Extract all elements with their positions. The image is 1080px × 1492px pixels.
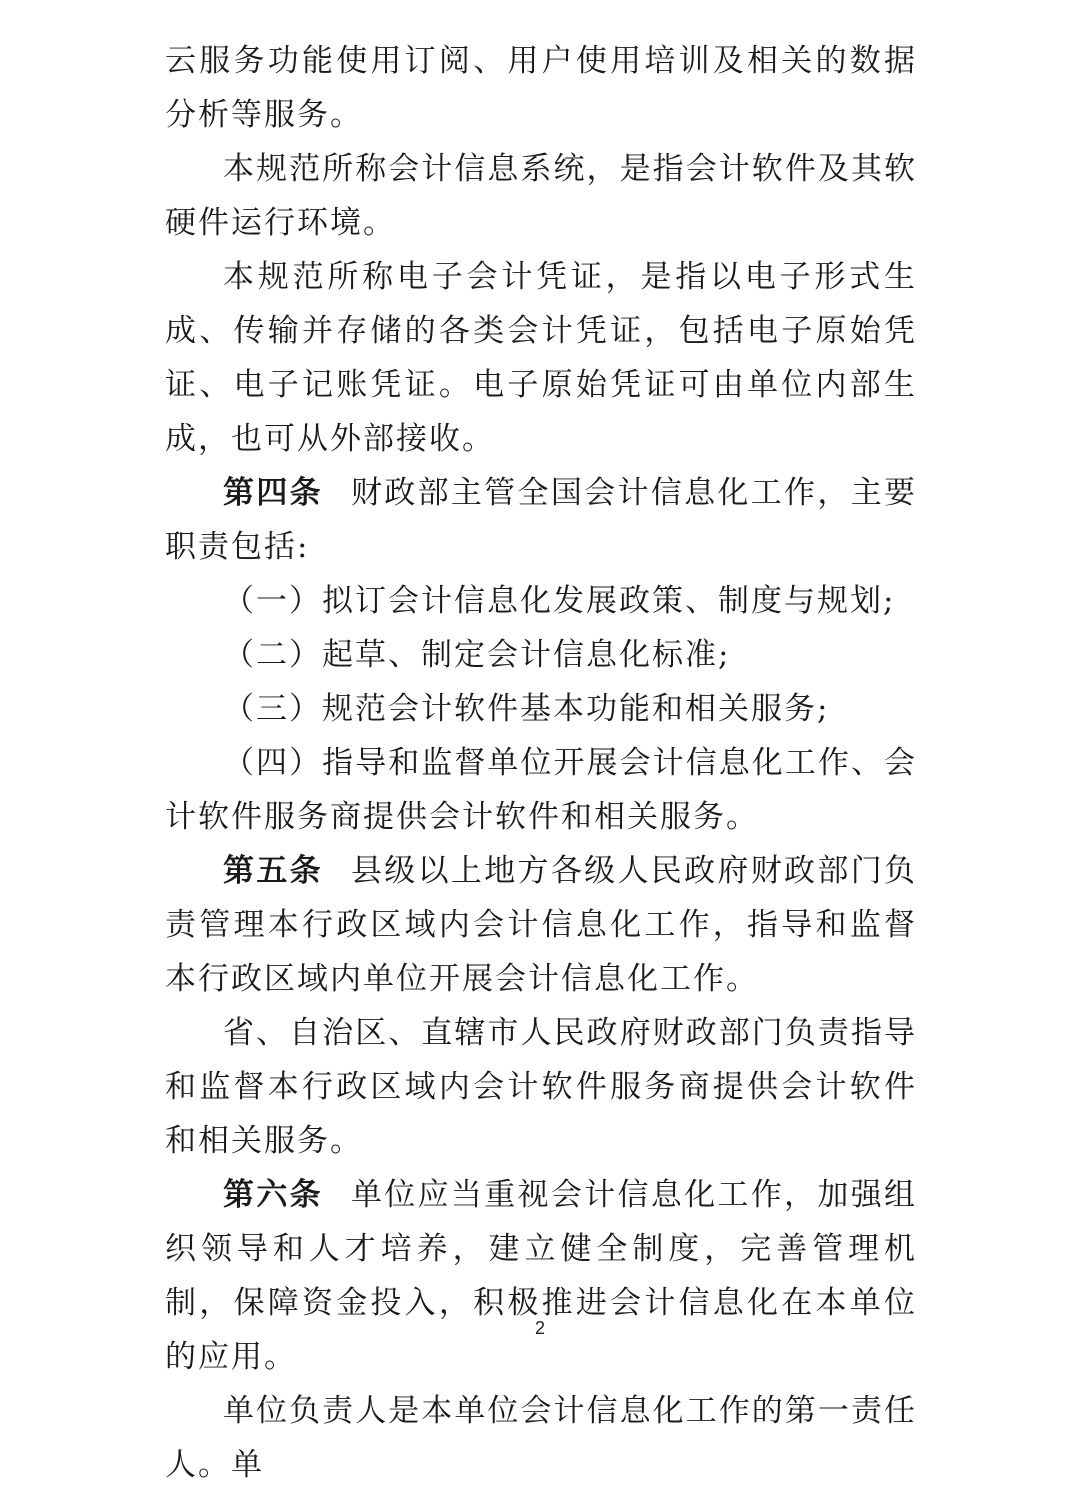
- list-item: （四）指导和监督单位开展会计信息化工作、会计软件服务商提供会计软件和相关服务。: [165, 745, 917, 835]
- paragraph-article-6: 第六条 单位应当重视会计信息化工作，加强组织领导和人才培养，建立健全制度，完善管理机制，保障资金投入，积极推进会计信息化在本单位的应用。: [165, 1177, 918, 1375]
- article-6-heading: 第六条: [223, 1177, 323, 1213]
- article-4-heading: 第四条: [223, 475, 323, 511]
- list-item: （三）规范会计软件基本功能和相关服务;: [223, 691, 830, 727]
- article-5-heading: 第五条: [223, 853, 323, 889]
- document-body: [165, 34, 917, 1492]
- paragraph-article-5: 第五条 县级以上地方各级人民政府财政部门负责管理本行政区域内会计信息化工作，指导和监督本行政区域内单位开展会计信息化工作。: [165, 853, 918, 997]
- paragraph-article-4: 第四条 财政部主管全国会计信息化工作，主要职责包括:: [165, 475, 918, 565]
- list-item: （一）拟订会计信息化发展政策、制度与规划;: [223, 583, 896, 619]
- list-item: （二）起草、制定会计信息化标准;: [223, 637, 731, 673]
- paragraph-provincial: 省、自治区、直辖市人民政府财政部门负责指导和监督本行政区域内会计软件服务商提供会计软件和相关服务。: [165, 1015, 917, 1159]
- paragraph-definition-system: 本规范所称会计信息系统，是指会计软件及其软硬件运行环境。: [165, 151, 917, 241]
- paragraph-continuation: 云服务功能使用订阅、用户使用培训及相关的数据分析等服务。: [165, 43, 917, 133]
- paragraph-responsible-person: 单位负责人是本单位会计信息化工作的第一责任人。单: [165, 1393, 917, 1483]
- page-number: 2: [534, 1318, 545, 1338]
- paragraph-definition-voucher: 本规范所称电子会计凭证，是指以电子形式生成、传输并存储的各类会计凭证，包括电子原始凭证、电子记账凭证。电子原始凭证可由单位内部生成，也可从外部接收。: [165, 259, 917, 457]
